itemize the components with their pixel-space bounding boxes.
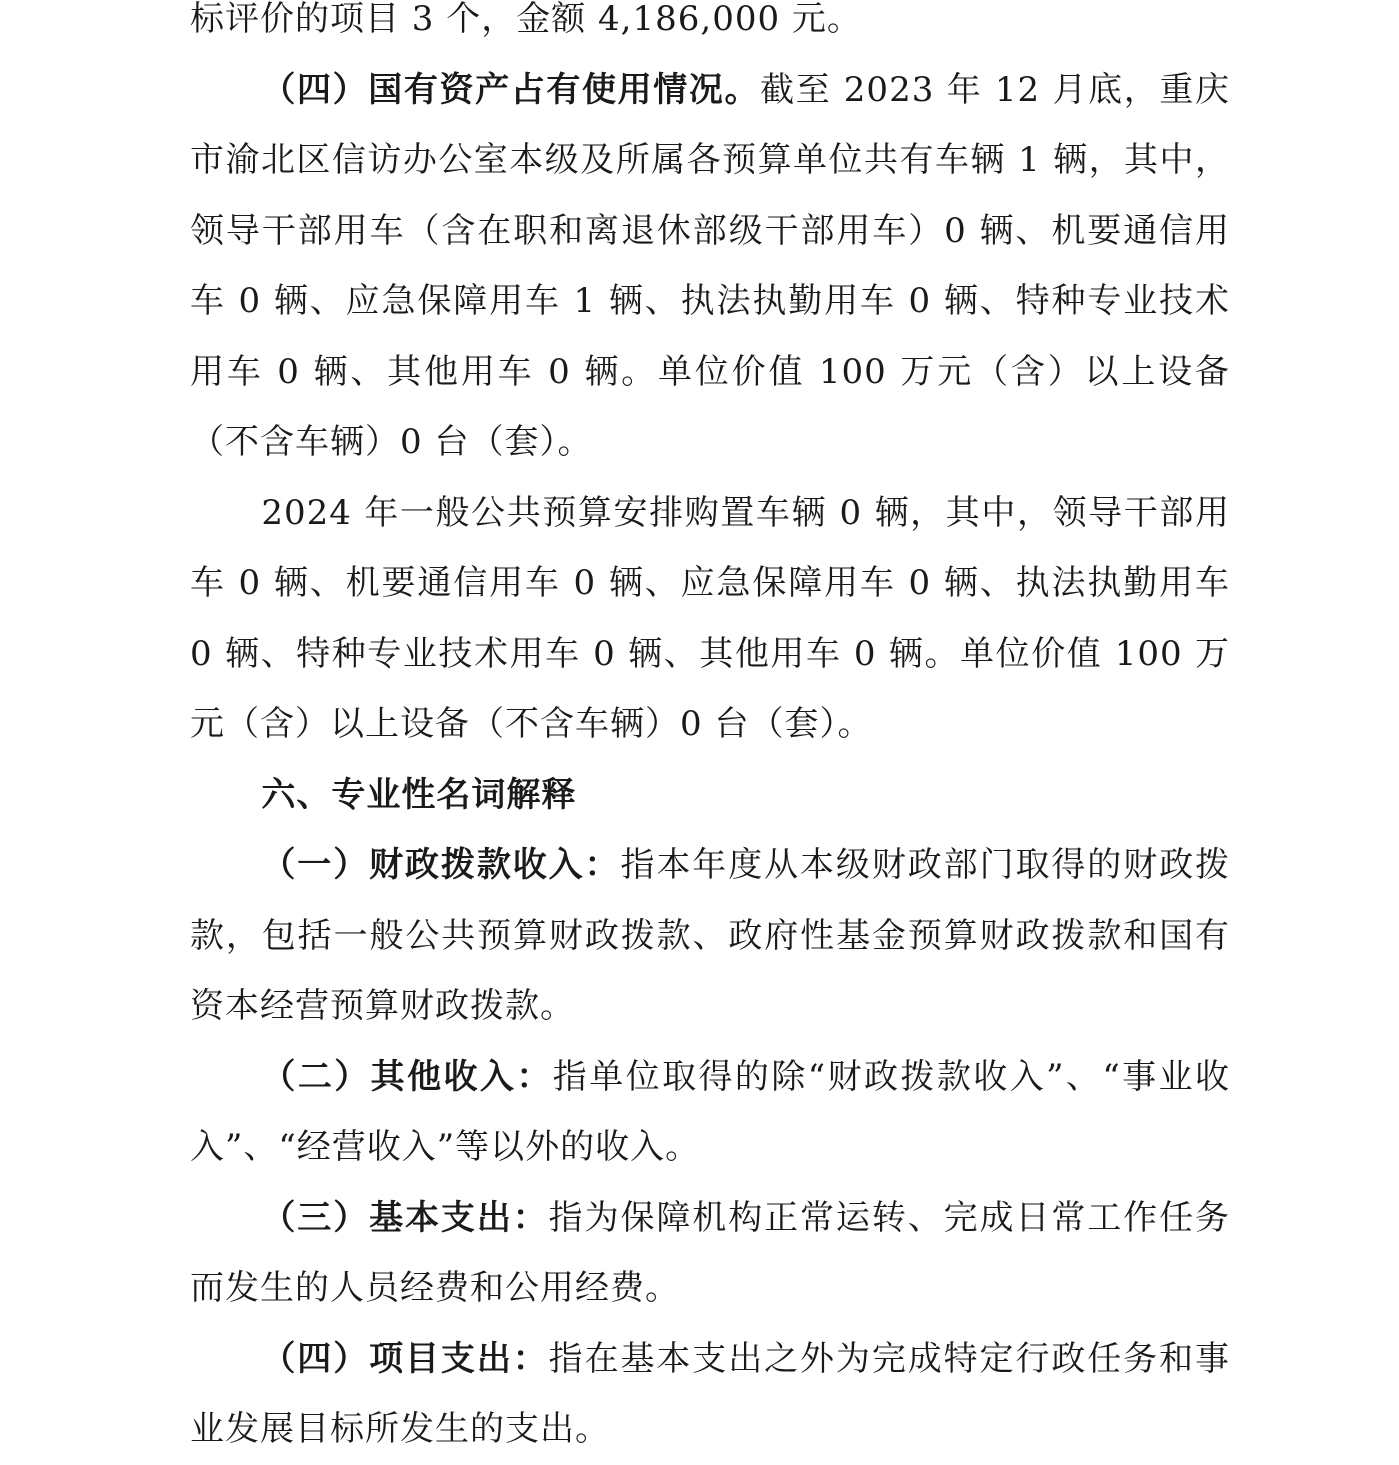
paragraph-state-assets xyxy=(190,55,1230,478)
state-assets-label: （四）国有资产占有使用情况。 xyxy=(261,69,761,110)
paragraph-vehicle-purchase-2024: 2024 年一般公共预算安排购置车辆 0 辆，其中，领导干部用车 0 辆、机要通信用车 0 辆、应急保障用车 0 辆、执法执勤用车 0 辆、特种专业技术用车 0 辆、其他用车 0 辆。单位价值 100 万元（含）以上设备（不含车辆）0 台（套）。 xyxy=(190,492,1230,744)
term-basic-expenditure-label: （三）基本支出： xyxy=(261,1197,549,1238)
term-project-expenditure-label: （四）项目支出： xyxy=(261,1338,549,1379)
term-project-expenditure xyxy=(190,1324,1230,1465)
term-other-income xyxy=(190,1042,1230,1183)
term-fiscal-appropriation xyxy=(190,830,1230,1042)
term-fiscal-appropriation-label: （一）财政拨款收入： xyxy=(261,845,621,885)
term-basic-expenditure-text: 指为保障机构正常运转、完成日常工作任务而发生的人员经费和公用经费。 xyxy=(190,1197,1230,1308)
section-heading-terms: 六、专业性名词解释 xyxy=(261,774,577,815)
term-basic-expenditure xyxy=(190,1183,1230,1324)
term-fiscal-appropriation-text: 指本年度从本级财政部门取得的财政拨款，包括一般公共预算财政拨款、政府性基金预算财政拨款和国有资本经营预算财政拨款。 xyxy=(190,845,1231,1026)
paragraph-project-evaluation: 标评价的项目 3 个，金额 4,186,000 元。 xyxy=(190,0,862,39)
term-other-income-text: 指单位取得的除“财政拨款收入”、“事业收入”、“经营收入”等以外的收入。 xyxy=(190,1056,1231,1167)
term-other-income-label: （二）其他收入： xyxy=(261,1056,553,1097)
state-assets-text: 截至 2023 年 12 月底，重庆市渝北区信访办公室本级及所属各预算单位共有车辆 1 辆，其中，领导干部用车（含在职和离退休部级干部用车）0 辆、机要通信用车 0 辆、应急保障用车 1 辆、执法执勤用车 0 辆、特种专业技术用车 0 辆、其他用车 0 辆。单位价值 100 万元（含）以上设备（不含车辆）0 台（套）。 xyxy=(190,69,1231,462)
term-project-expenditure-text: 指在基本支出之外为完成特定行政任务和事业发展目标所发生的支出。 xyxy=(190,1338,1230,1449)
document-page xyxy=(190,0,1230,1465)
